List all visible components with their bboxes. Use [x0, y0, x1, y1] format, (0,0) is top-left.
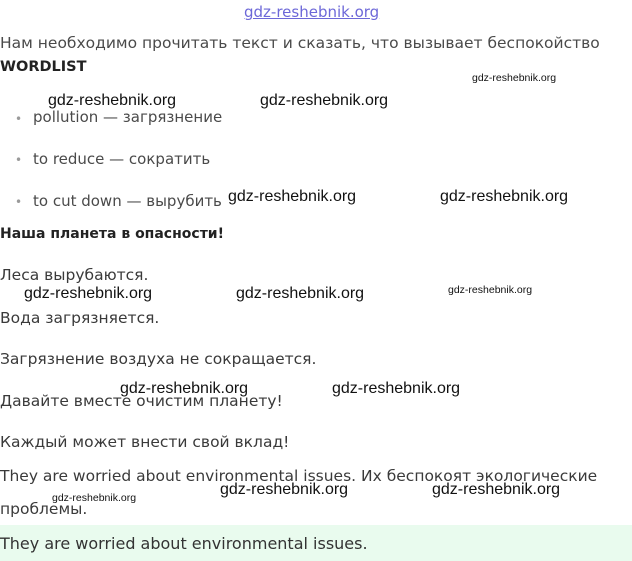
task-instruction: Нам необходимо прочитать текст и сказать, что вызывает беспокойство [0, 34, 600, 52]
poster-line: Давайте вместе очистим планету! [0, 392, 283, 410]
poster-line: Каждый может внести свой вклад! [0, 433, 290, 451]
translation-line-2: проблемы. [0, 500, 88, 518]
answer-text: They are worried about environmental issues. [0, 534, 368, 553]
bullet-icon: • [15, 153, 23, 167]
watermark: gdz-reshebnik.org [440, 188, 569, 205]
watermark: gdz-reshebnik.org [432, 481, 561, 498]
bullet-icon: • [15, 195, 23, 209]
watermark: gdz-reshebnik.org [472, 72, 557, 84]
watermark: gdz-reshebnik.org [448, 284, 533, 296]
poster-heading: Наша планета в опасности! [0, 226, 224, 242]
translation-line-1: They are worried about environmental issues. Их беспокоят экологические [0, 467, 598, 485]
watermark: gdz-reshebnik.org [228, 188, 357, 205]
watermark: gdz-reshebnik.org [48, 92, 177, 109]
poster-line: Леса вырубаются. [0, 266, 149, 284]
wordlist-item: to cut down — вырубить [33, 192, 222, 210]
wordlist-title: WORDLIST [0, 59, 87, 75]
watermark: gdz-reshebnik.org [52, 492, 137, 504]
watermark: gdz-reshebnik.org [260, 92, 389, 109]
poster-line: Вода загрязняется. [0, 309, 160, 327]
site-link[interactable]: gdz-reshebnik.org [244, 3, 380, 21]
watermark: gdz-reshebnik.org [120, 380, 249, 397]
watermark: gdz-reshebnik.org [332, 380, 461, 397]
wordlist-item: to reduce — сократить [33, 150, 211, 168]
wordlist-item: pollution — загрязнение [33, 108, 223, 126]
poster-line: Загрязнение воздуха не сокращается. [0, 350, 317, 368]
bullet-icon: • [15, 112, 23, 126]
watermark: gdz-reshebnik.org [236, 285, 365, 302]
watermark: gdz-reshebnik.org [24, 285, 153, 302]
watermark: gdz-reshebnik.org [220, 481, 349, 498]
